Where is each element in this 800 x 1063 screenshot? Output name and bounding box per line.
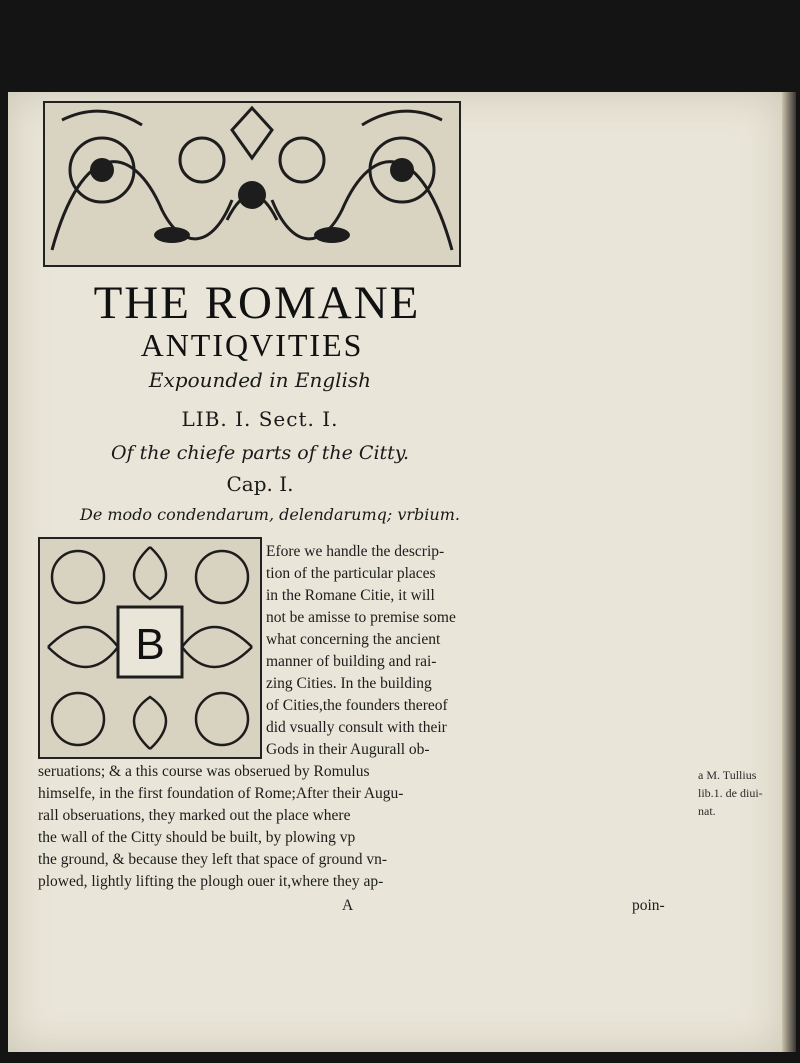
text-line: the wall of the Citty should be built, by plowing vp bbox=[38, 829, 356, 846]
chapter-heading: Cap. I. bbox=[226, 472, 294, 496]
signature-mark: A bbox=[342, 897, 354, 914]
margin-note: nat. bbox=[698, 804, 716, 818]
text-line: the ground, & because they left that space of ground vn- bbox=[38, 851, 388, 868]
expounded-line: Expounded in English bbox=[148, 368, 372, 392]
text-line: plowed, lightly lifting the plough ouer it,where they ap- bbox=[38, 873, 384, 890]
text-line: zing Cities. In the building bbox=[266, 675, 432, 692]
page-edge bbox=[782, 92, 796, 1052]
text-line: tion of the particular places bbox=[266, 565, 436, 582]
initial-ornament bbox=[38, 537, 262, 759]
text-line: manner of building and rai- bbox=[266, 653, 437, 670]
book-section-heading: LIB. I. Sect. I. bbox=[181, 407, 339, 431]
initial-letter: B bbox=[135, 620, 165, 669]
text-line: Efore we handle the descrip- bbox=[266, 543, 445, 560]
latin-title: De modo condendarum, delendarumq; vrbium. bbox=[80, 505, 460, 524]
text-line: rall obseruations, they marked out the place where bbox=[38, 807, 351, 824]
text-line: himselfe, in the first foundation of Rome;After their Augu- bbox=[38, 785, 404, 802]
margin-note: lib.1. de diui- bbox=[698, 786, 763, 800]
headpiece-ornament bbox=[42, 100, 462, 268]
book-title: THE ROMANE bbox=[93, 277, 421, 329]
text-line: what concerning the ancient bbox=[266, 631, 441, 648]
text-line: seruations; & a this course was obserued by Romulus bbox=[38, 763, 370, 780]
text-line: not be amisse to premise some bbox=[266, 609, 456, 626]
margin-note: a M. Tullius bbox=[698, 768, 757, 782]
text-line: of Cities,the founders thereof bbox=[266, 697, 448, 714]
decorated-initial bbox=[38, 537, 262, 759]
book-subtitle: ANTIQVITIES bbox=[140, 327, 364, 363]
section-title: Of the chiefe parts of the Citty. bbox=[110, 442, 410, 464]
text-line: Gods in their Augurall ob- bbox=[266, 741, 430, 758]
text-line: in the Romane Citie, it will bbox=[266, 587, 435, 604]
text-line: did vsually consult with their bbox=[266, 719, 447, 736]
catchword: poin- bbox=[632, 897, 665, 914]
